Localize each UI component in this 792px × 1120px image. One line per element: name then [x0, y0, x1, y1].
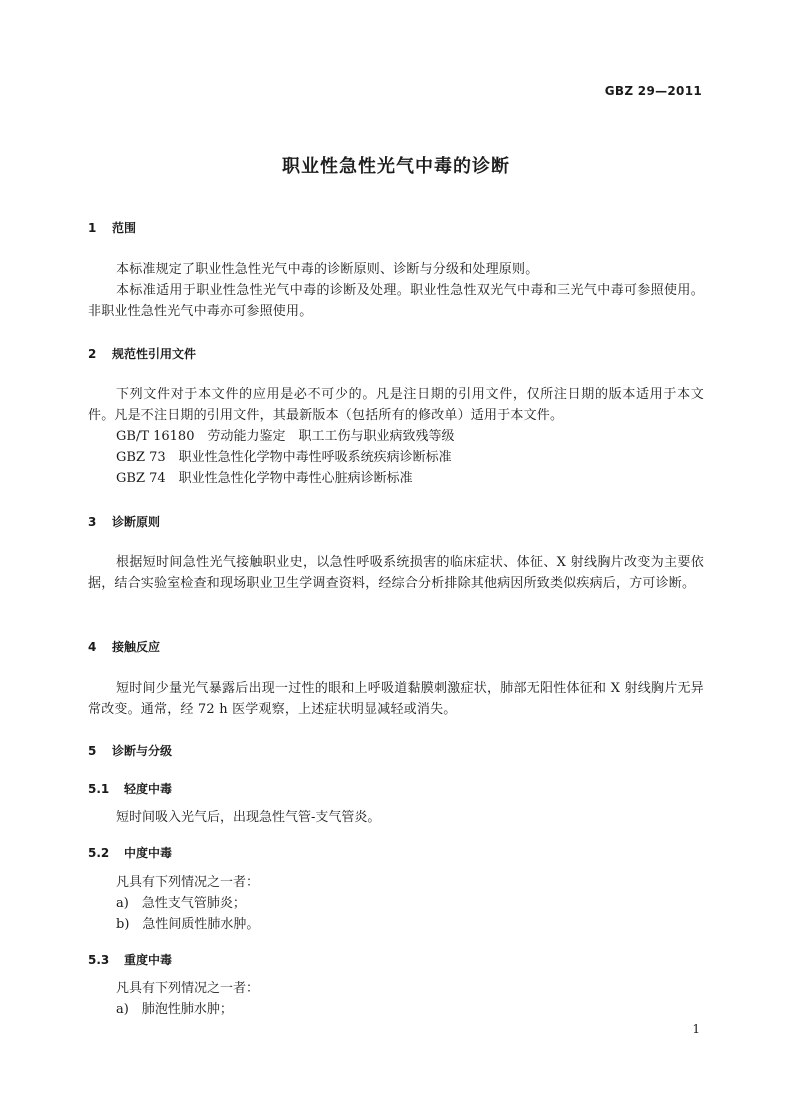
section-2-heading	[88, 345, 196, 362]
reference-item: GBZ 74 职业性急性化学物中毒性心脏病诊断标准	[116, 471, 413, 486]
section-2-paragraph-1: 下列文件对于本文件的应用是必不可少的。凡是注日期的引用文件，仅所注日期的版本适用于本文件。凡是不注日期的引用文件，其最新版本（包括所有的修改单）适用于本文件。	[88, 387, 704, 423]
section-4-paragraph-1: 短时间少量光气暴露后出现一过性的眼和上呼吸道黏膜刺激症状，肺部无阳性体征和 X 射线胸片无异常改变。通常，经 72 h 医学观察，上述症状明显减轻或消失。	[88, 681, 704, 717]
subsection-5-1-paragraph: 短时间吸入光气后，出现急性气管-支气管炎。	[116, 810, 381, 825]
section-title: 范围	[112, 221, 137, 235]
standard-code: GBZ 29—2011	[604, 84, 702, 98]
document-title: 职业性急性光气中毒的诊断	[282, 156, 510, 177]
section-number: 5	[88, 744, 97, 758]
section-1-heading	[88, 219, 136, 236]
section-title: 规范性引用文件	[112, 347, 197, 361]
subsection-5-2-intro: 凡具有下列情况之一者：	[116, 875, 260, 890]
section-title: 诊断与分级	[112, 744, 173, 758]
subsection-5-1-heading	[88, 780, 172, 797]
reference-item: GBZ 73 职业性急性化学物中毒性呼吸系统疾病诊断标准	[116, 450, 452, 465]
section-number: 2	[88, 347, 97, 361]
list-item: a) 肺泡性肺水肿；	[116, 1002, 233, 1017]
subsection-number: 5.1	[88, 782, 110, 796]
reference-item: GB/T 16180 劳动能力鉴定 职工工伤与职业病致残等级	[116, 429, 455, 444]
list-item: b) 急性间质性肺水肿。	[116, 917, 260, 932]
section-title: 诊断原则	[112, 515, 161, 529]
section-1-paragraph-1: 本标准规定了职业性急性光气中毒的诊断原则、诊断与分级和处理原则。	[116, 262, 539, 277]
subsection-title: 重度中毒	[124, 953, 173, 967]
subsection-number: 5.3	[88, 953, 110, 967]
section-number: 1	[88, 221, 97, 235]
section-title: 接触反应	[112, 640, 161, 654]
subsection-5-3-heading	[88, 951, 172, 968]
subsection-title: 轻度中毒	[124, 782, 173, 796]
section-4-heading	[88, 638, 160, 655]
section-3-heading	[88, 513, 160, 530]
section-3-paragraph-1: 根据短时间急性光气接触职业史，以急性呼吸系统损害的临床症状、体征、X 射线胸片改变为主要依据，结合实验室检查和现场职业卫生学调查资料，经综合分析排除其他病因所致类似疾病后，方可诊断。	[88, 555, 704, 591]
section-number: 4	[88, 640, 97, 654]
subsection-title: 中度中毒	[124, 846, 173, 860]
section-5-heading	[88, 742, 172, 759]
subsection-5-3-intro: 凡具有下列情况之一者：	[116, 981, 260, 996]
subsection-5-2-heading	[88, 844, 172, 861]
section-number: 3	[88, 515, 97, 529]
page-number: 1	[692, 1022, 700, 1036]
section-1-paragraph-2: 本标准适用于职业性急性光气中毒的诊断及处理。职业性急性双光气中毒和三光气中毒可参照使用。非职业性急性光气中毒亦可参照使用。	[88, 283, 704, 319]
subsection-number: 5.2	[88, 846, 110, 860]
list-item: a) 急性支气管肺炎；	[116, 896, 246, 911]
